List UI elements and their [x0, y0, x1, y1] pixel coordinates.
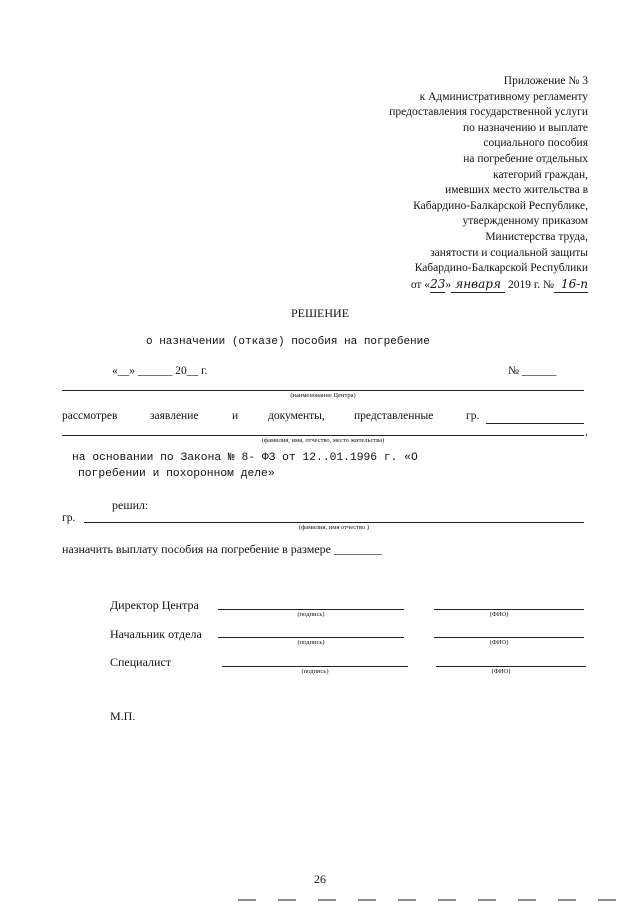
number-blank: № ______	[508, 365, 557, 377]
date-year: 2019 г. №	[507, 278, 554, 291]
header-line: имевших место жительства в	[445, 184, 588, 197]
specialist-fio-caption: (ФИО)	[491, 668, 511, 675]
word-application: заявление	[150, 410, 199, 422]
decided-fio-line	[84, 522, 584, 523]
scan-artifact	[238, 899, 256, 901]
scan-artifact	[278, 899, 296, 901]
specialist-sign-line	[222, 666, 408, 667]
header-line: занятости и социальной защиты	[430, 246, 588, 259]
scan-artifact	[558, 899, 576, 901]
director-sign-line	[218, 609, 404, 610]
fio-address-line	[62, 435, 584, 436]
director-fio-caption: (ФИО)	[489, 611, 509, 618]
scan-artifact	[318, 899, 336, 901]
stamp-place: М.П.	[110, 709, 136, 723]
header-line: к Административному регламенту	[419, 90, 588, 103]
director-fio-line	[434, 609, 584, 610]
header-line: категорий граждан,	[493, 168, 588, 181]
header-line: Приложение № 3	[503, 75, 588, 87]
head-sign-line	[218, 637, 404, 638]
center-name-caption: (наименование Центра)	[290, 392, 356, 399]
fio-caption: (фамилия, имя отчество )	[298, 524, 370, 531]
word-reviewed: рассмотрев	[62, 410, 118, 422]
specialist-fio-line	[436, 666, 586, 667]
assign-payment-text: назначить выплату пособия на погребение в размере ________	[62, 542, 382, 556]
header-line: предоставления государственной услуги	[389, 106, 588, 119]
scan-artifact	[518, 899, 536, 901]
head-fio-caption: (ФИО)	[489, 639, 509, 646]
order-date-line	[389, 277, 588, 294]
scan-artifact	[438, 899, 456, 901]
appendix-header	[389, 74, 588, 293]
document-title: РЕШЕНИЕ	[290, 306, 350, 320]
law-text-line1: на основании по Закона № 8- ФЗ от 12..01.1996 г. «О	[72, 452, 418, 464]
word-citizen: гр.	[466, 410, 480, 422]
head-sign-caption: (подпись)	[297, 639, 325, 646]
citizen-name-line-short	[486, 423, 584, 424]
header-line: на погребение отдельных	[463, 152, 588, 165]
director-sign-caption: (подпись)	[297, 611, 325, 618]
scan-artifact	[478, 899, 496, 901]
handwritten-order-number: 16-п	[554, 277, 588, 294]
head-fio-line	[434, 637, 584, 638]
role-director: Директор Центра	[110, 598, 199, 612]
header-line: Кабардино-Балкарской Республике,	[413, 199, 588, 212]
header-line: социального пособия	[483, 137, 588, 150]
scan-artifact	[598, 899, 616, 901]
scan-artifact	[358, 899, 376, 901]
role-head-of-department: Начальник отдела	[110, 627, 202, 641]
date-mid: »	[445, 278, 452, 291]
law-text-line2: погребении и похоронном деле»	[78, 468, 275, 480]
scan-artifact	[398, 899, 416, 901]
document-subtitle: о назначении (отказе) пособия на погребение	[146, 336, 430, 348]
date-blank: «__» ______ 20__ г.	[112, 365, 208, 377]
handwritten-day: 23	[430, 277, 445, 294]
word-documents: документы,	[268, 410, 325, 422]
date-prefix: от «	[410, 278, 431, 291]
word-presented: представленные	[354, 410, 434, 422]
center-name-line	[62, 390, 584, 391]
role-specialist: Специалист	[110, 655, 172, 669]
decided-label: решил:	[112, 498, 149, 512]
header-line: по назначению и выплате	[462, 121, 588, 134]
header-line: утвержденному приказом	[462, 215, 588, 228]
specialist-sign-caption: (подпись)	[301, 668, 329, 675]
header-line: Министерства труда,	[485, 230, 588, 243]
citizen-prefix: гр.	[62, 512, 76, 524]
handwritten-month: января	[451, 277, 505, 294]
fio-address-caption: (фамилия, имя, отчество, место жительства)	[261, 437, 385, 444]
header-line: Кабардино-Балкарской Республики	[414, 262, 588, 275]
line-end-comma: ,	[585, 426, 588, 438]
word-and: и	[232, 410, 239, 422]
page-number: 26	[314, 872, 326, 886]
